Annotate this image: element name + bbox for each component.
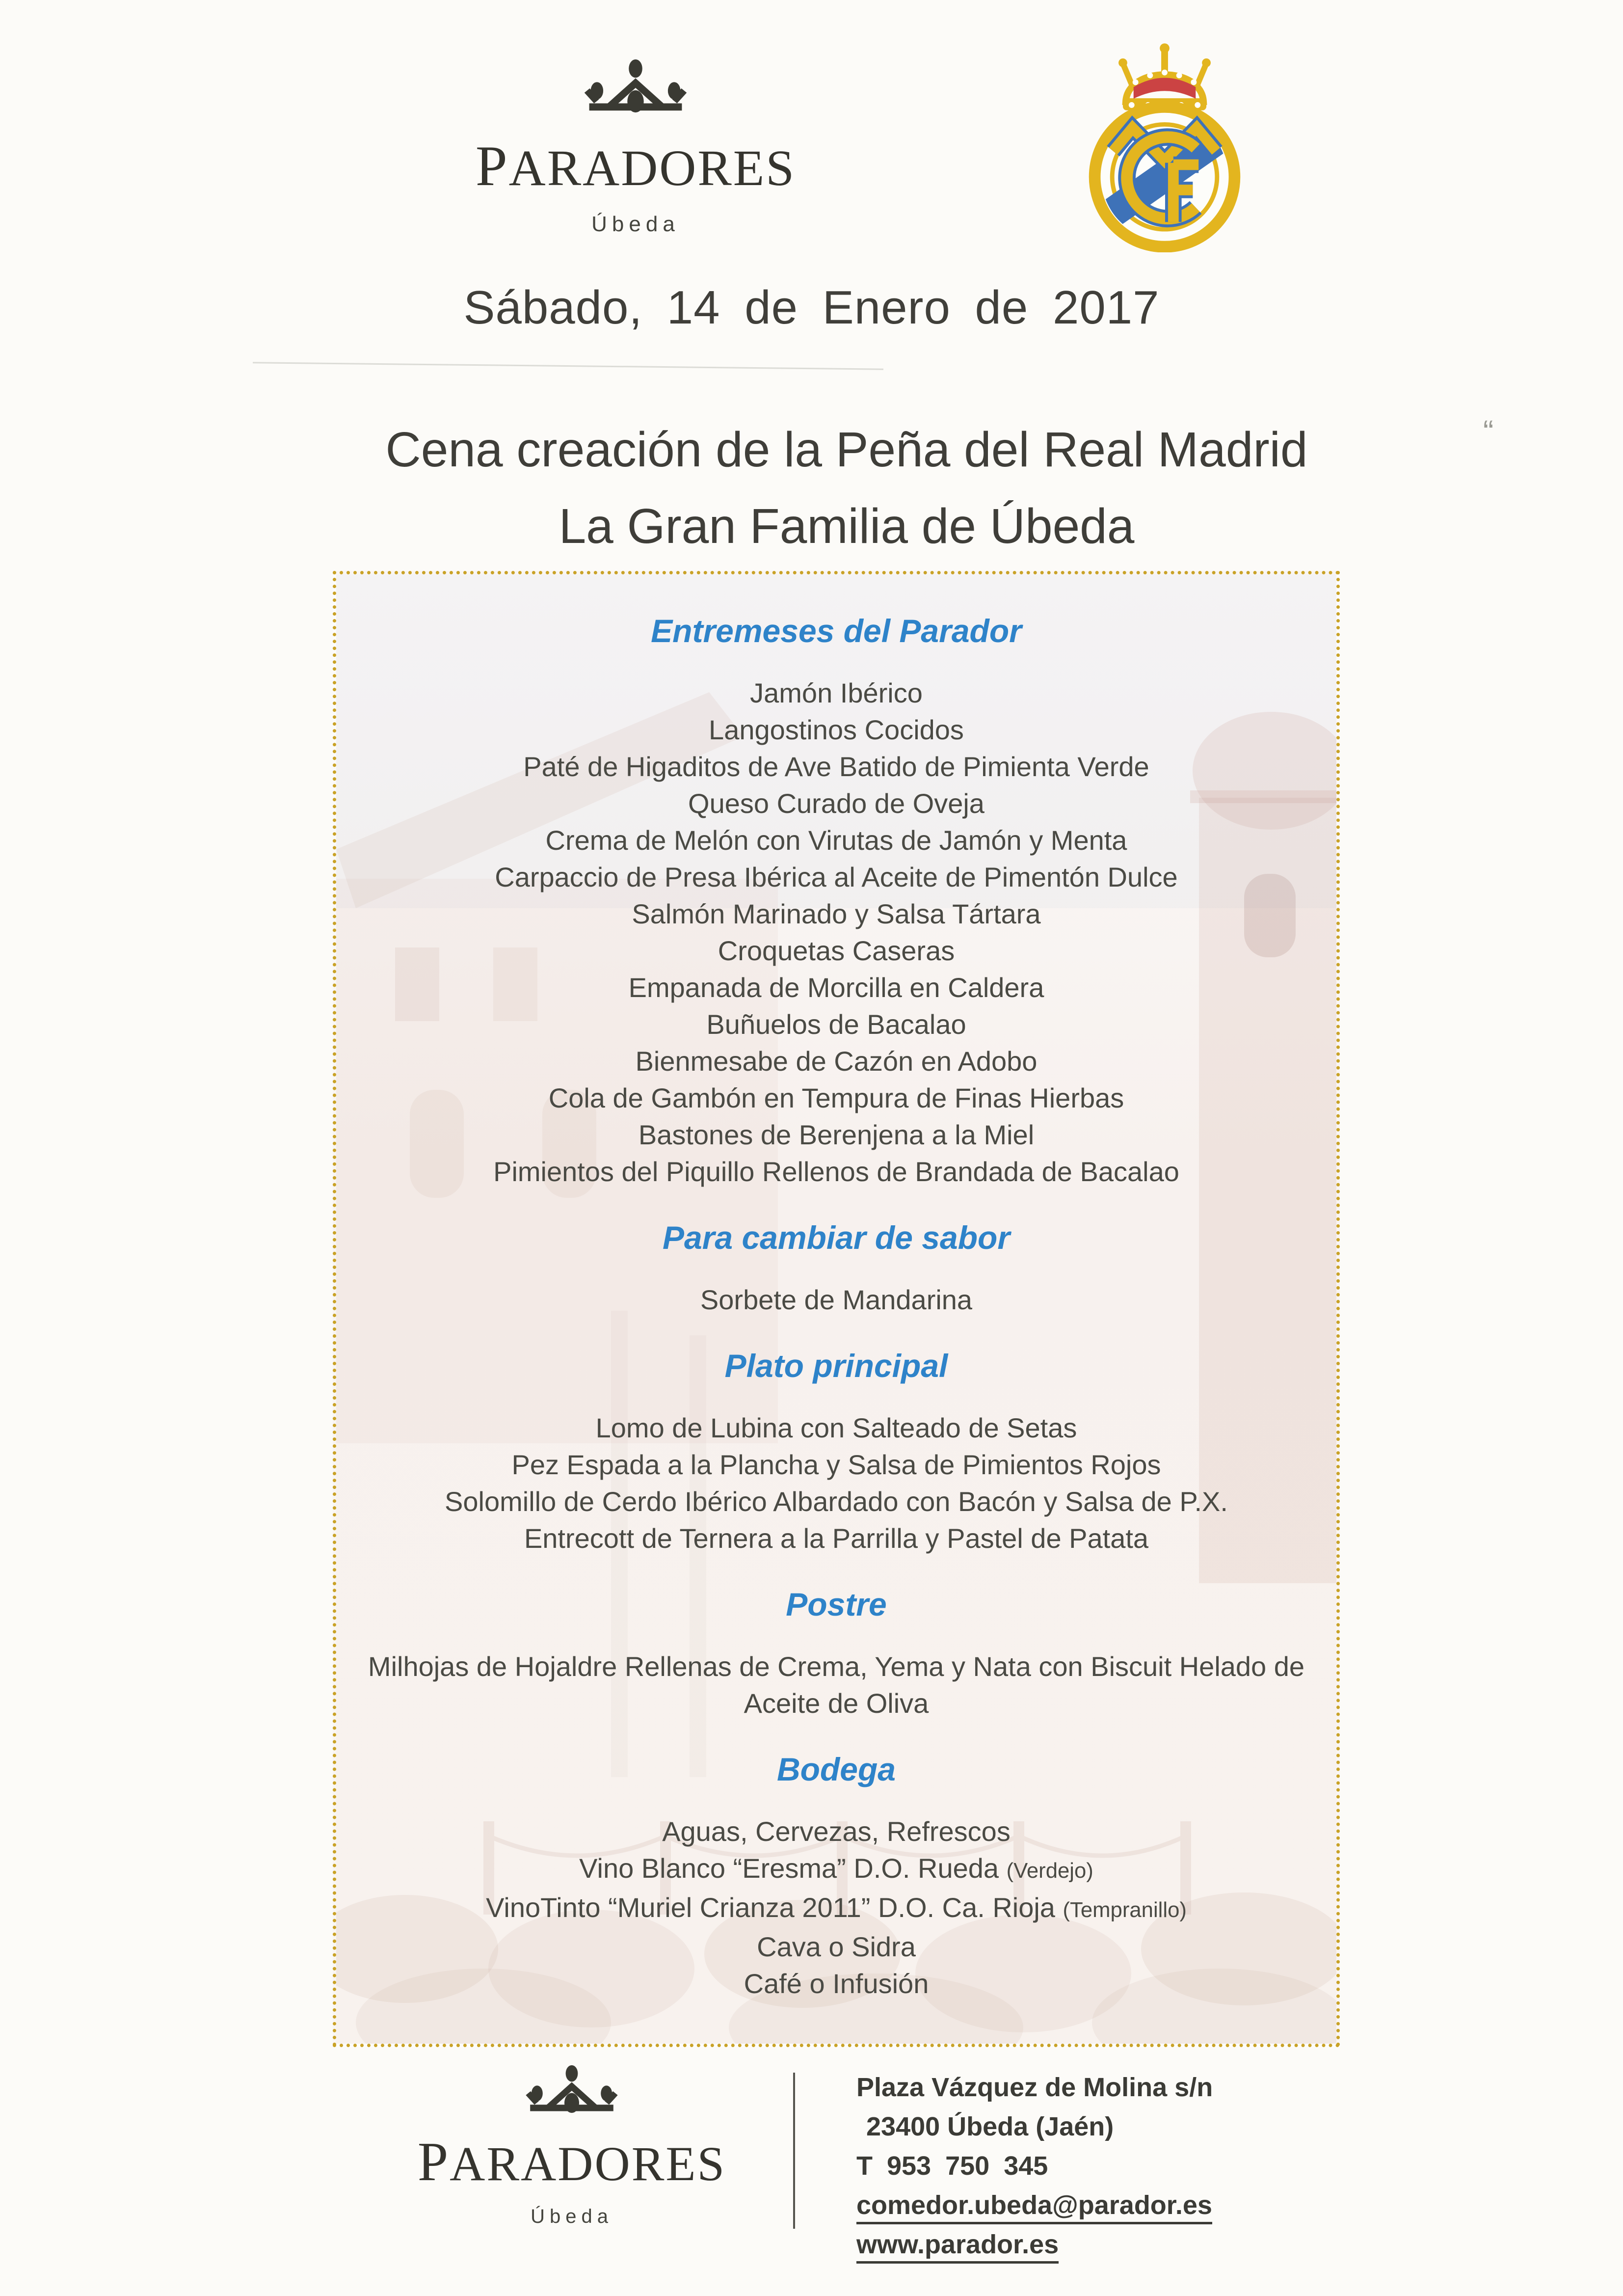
menu-item: Milhojas de Hojaldre Rellenas de Crema, Yema y Nata con Biscuit Helado de Aceite de Oliva [368, 1651, 1305, 1719]
menu-item: VinoTinto “Muriel Crianza 2011” D.O. Ca. Rioja (Tempranillo) [486, 1892, 1187, 1923]
menu-item: Salmón Marinado y Salsa Tártara [632, 898, 1041, 929]
menu-item: Queso Curado de Oveja [688, 788, 984, 819]
menu-item: Bastones de Berenjena a la Miel [638, 1119, 1035, 1150]
menu-item: Solomillo de Cerdo Ibérico Albardado con Bacón y Salsa de P.X. [445, 1486, 1228, 1517]
event-date: Sábado, 14 de Enero de 2017 [463, 281, 1160, 334]
menu-item: Carpaccio de Presa Ibérica al Aceite de Pimentón Dulce [495, 862, 1178, 892]
section-heading: Entremeses del Parador [651, 613, 1022, 649]
paradores-wordmark: PARADORES [475, 135, 796, 198]
section-heading: Plato principal [724, 1348, 948, 1384]
menu-item: Cola de Gambón en Tempura de Finas Hierbas [548, 1082, 1124, 1113]
menu-item-note: (Verdejo) [1006, 1859, 1093, 1883]
paradores-location: Úbeda [531, 2206, 613, 2227]
paradores-wordmark: PARADORES [417, 2132, 726, 2192]
menu-item: Empanada de Morcilla en Caldera [628, 972, 1044, 1003]
menu-item: Entrecott de Ternera a la Parrilla y Pastel de Patata [524, 1523, 1149, 1554]
menu-item: Sorbete de Mandarina [700, 1284, 973, 1315]
section-heading: Postre [786, 1586, 887, 1622]
paradores-logo-footer [400, 2065, 744, 2228]
menu-item: Vino Blanco “Eresma” D.O. Rueda (Verdejo) [579, 1853, 1093, 1884]
menu-item: Langostinos Cocidos [709, 714, 964, 745]
scan-line-artifact [253, 362, 883, 370]
paradores-crown-icon [520, 2065, 624, 2117]
address-line1: Plaza Vázquez de Molina s/n [856, 2073, 1213, 2102]
menu-item: Café o Infusión [744, 1968, 929, 1999]
paradores-logo-top [464, 59, 807, 237]
footer-divider [793, 2073, 795, 2229]
paradores-crown-icon [578, 59, 693, 117]
menu-item: Paté de Higaditos de Ave Batido de Pimienta Verde [523, 751, 1149, 782]
address-line2: 23400 Úbeda (Jaén) [866, 2112, 1114, 2141]
event-title-line1: Cena creación de la Peña del Real Madrid [385, 422, 1308, 477]
event-title [206, 411, 1487, 565]
menu-item: Cava o Sidra [757, 1931, 916, 1962]
menu-item-note: (Tempranillo) [1063, 1898, 1187, 1922]
website-link: www.parador.es [856, 2229, 1059, 2264]
menu-item: Bienmesabe de Cazón en Adobo [635, 1046, 1038, 1077]
menu-item: Aguas, Cervezas, Refrescos [662, 1816, 1011, 1847]
menu-item: Pez Espada a la Plancha y Salsa de Pimientos Rojos [511, 1449, 1161, 1480]
real-madrid-crest-icon [1077, 38, 1252, 252]
menu-item: Lomo de Lubina con Salteado de Setas [595, 1412, 1077, 1443]
menu-item: Crema de Melón con Virutas de Jamón y Menta [545, 825, 1127, 856]
scan-quote-artifact: “ [1483, 414, 1494, 449]
section-heading: Bodega [776, 1751, 896, 1787]
menu-item: Buñuelos de Bacalao [706, 1009, 966, 1040]
menu-item: Croquetas Caseras [718, 935, 955, 966]
email-link: comedor.ubeda@parador.es [856, 2190, 1212, 2224]
menu-sections [336, 574, 1336, 2002]
phone-number: T 953 750 345 [856, 2151, 1048, 2181]
contact-block [856, 2068, 1445, 2264]
paradores-location: Úbeda [591, 212, 680, 236]
menu-box [333, 571, 1340, 2047]
menu-item: Jamón Ibérico [750, 677, 923, 708]
event-title-line2: La Gran Familia de Úbeda [559, 499, 1135, 554]
section-heading: Para cambiar de sabor [662, 1219, 1011, 1256]
menu-item: Pimientos del Piquillo Rellenos de Brandada de Bacalao [493, 1156, 1179, 1187]
